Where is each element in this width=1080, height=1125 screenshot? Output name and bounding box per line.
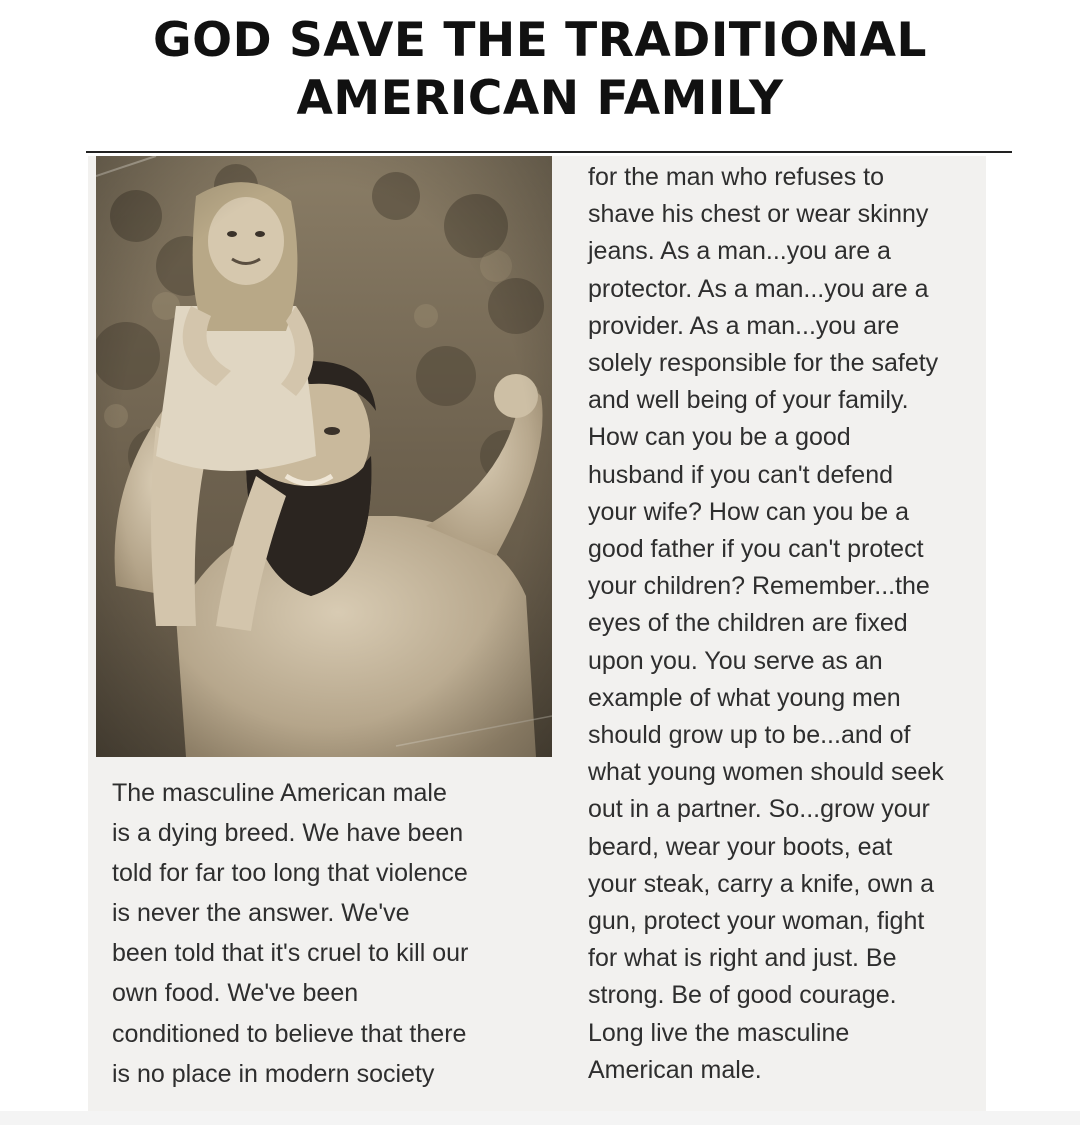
article-line: is never the answer. We've xyxy=(112,899,410,928)
article-line: example of what young men xyxy=(588,683,901,712)
article-line: told for far too long that violence xyxy=(112,859,468,888)
article-line: your wife? How can you be a xyxy=(588,497,910,526)
article-line: protector. As a man...you are a xyxy=(588,274,929,303)
article-line: eyes of the children are fixed xyxy=(588,609,908,638)
article-line: out in a partner. So...grow your xyxy=(588,795,930,824)
article-line: beard, wear your boots, eat xyxy=(588,832,893,861)
article-right-column xyxy=(588,159,944,1089)
article-line: American male. xyxy=(588,1055,762,1084)
article-line: your steak, carry a knife, own a xyxy=(588,869,934,898)
article-line: for what is right and just. Be xyxy=(588,944,897,973)
headline xyxy=(60,12,1020,128)
article-line: for the man who refuses to xyxy=(588,163,884,191)
article-line: shave his chest or wear skinny xyxy=(588,200,929,229)
article-line: strong. Be of good courage. xyxy=(588,981,897,1010)
article-line: conditioned to believe that there xyxy=(112,1019,467,1048)
article-line: should grow up to be...and of xyxy=(588,721,911,750)
headline-line-2: AMERICAN FAMILY xyxy=(296,71,784,126)
article-line: How can you be a good xyxy=(588,423,851,452)
headline-divider xyxy=(86,151,1012,153)
article-line: upon you. You serve as an xyxy=(588,646,883,675)
family-photo xyxy=(96,156,552,757)
article-line: own food. We've been xyxy=(112,979,359,1008)
article-line: your children? Remember...the xyxy=(588,572,930,601)
article-line: The masculine American male xyxy=(112,779,447,807)
article-line: been told that it's cruel to kill our xyxy=(112,939,469,968)
headline-line-1: GOD SAVE THE TRADITIONAL xyxy=(153,13,927,68)
article-line: solely responsible for the safety xyxy=(588,349,939,378)
article-line: what young women should seek xyxy=(588,758,944,787)
article-line: gun, protect your woman, fight xyxy=(588,907,925,936)
article-left-column xyxy=(112,773,468,1094)
article-line: is a dying breed. We have been xyxy=(112,819,464,848)
bottom-band xyxy=(0,1111,1080,1125)
article-line: and well being of your family. xyxy=(588,386,909,415)
article-line: husband if you can't defend xyxy=(588,460,894,489)
article-line: Long live the masculine xyxy=(588,1018,850,1047)
article-line: jeans. As a man...you are a xyxy=(588,237,891,266)
article-line: is no place in modern society xyxy=(112,1059,435,1088)
article-line: provider. As a man...you are xyxy=(588,311,900,340)
article-line: good father if you can't protect xyxy=(588,535,924,564)
